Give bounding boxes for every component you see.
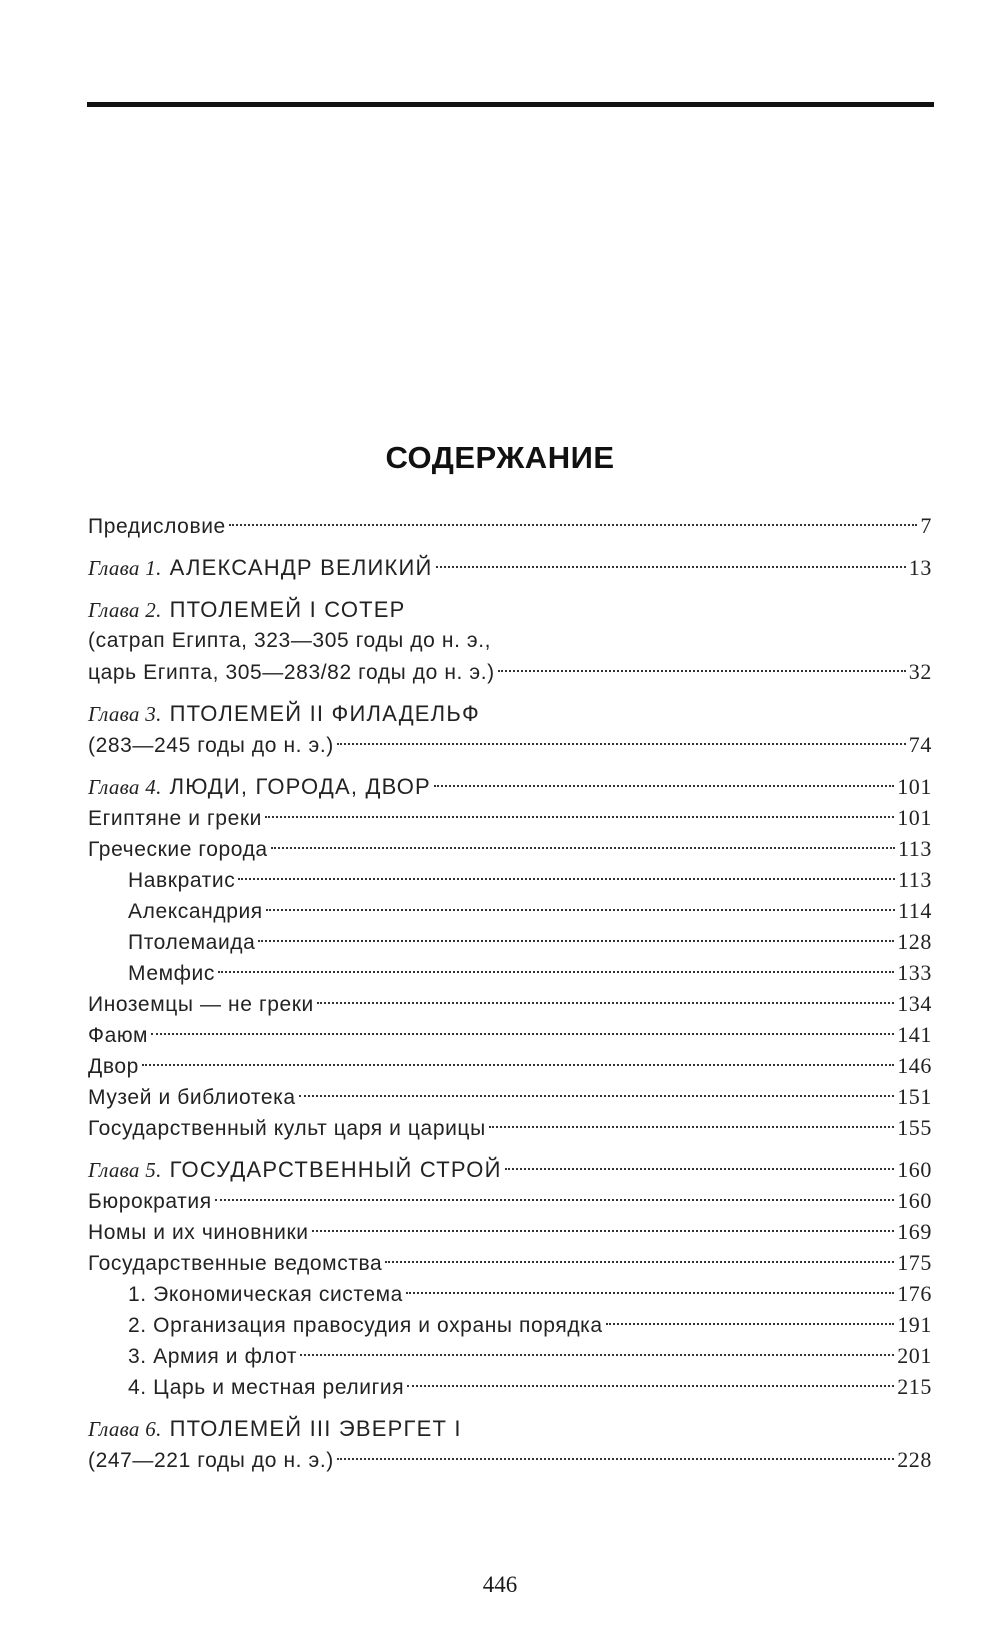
entry-title: Музей и библиотека (88, 1086, 296, 1109)
entry-page-number: 169 (897, 1219, 932, 1244)
top-rule (87, 102, 934, 107)
entry-title: (сатрап Египта, 323—305 годы до н. э., (88, 629, 492, 652)
toc-entry (88, 1340, 932, 1371)
entry-title: Птолемаида (128, 931, 256, 954)
toc-entry (88, 1112, 932, 1143)
entry-title: Египтяне и греки (88, 807, 262, 830)
entry-page-number: 128 (897, 929, 932, 954)
entry-title: Государственный культ царя и царицы (88, 1117, 486, 1140)
toc-group (88, 1413, 932, 1475)
toc-group (88, 594, 932, 687)
chapter-title: ПТОЛЕМЕЙ III ЭВЕРГЕТ I (169, 1416, 462, 1441)
chapter-title: ПТОЛЕМЕЙ I СОТЕР (169, 597, 406, 622)
toc-chapter-line (88, 1413, 932, 1444)
toc-entry (88, 1019, 932, 1050)
dot-leader (299, 1095, 895, 1097)
toc-entry (88, 957, 932, 988)
chapter-number: Глава 6. (88, 1417, 162, 1441)
toc-chapter-line (88, 1154, 932, 1185)
chapter-number: Глава 4. (88, 775, 162, 799)
toc-group (88, 698, 932, 760)
page-title: СОДЕРЖАНИЕ (385, 440, 615, 475)
toc-entry (88, 802, 932, 833)
toc-entry (88, 1185, 932, 1216)
entry-title: царь Египта, 305—283/82 годы до н. э.) (88, 661, 495, 684)
dot-leader (229, 524, 918, 526)
entry-page-number: 160 (897, 1188, 932, 1213)
toc-group (88, 552, 932, 583)
toc-group (88, 771, 932, 1143)
entry-title: Навкратис (128, 869, 236, 892)
dot-leader (407, 1385, 894, 1387)
chapter-title: ГОСУДАРСТВЕННЫЙ СТРОЙ (169, 1157, 502, 1182)
entry-title: (247—221 годы до н. э.) (88, 1449, 334, 1472)
toc-entry (88, 1371, 932, 1402)
entry-page-number: 146 (897, 1053, 932, 1078)
dot-leader (498, 670, 906, 672)
entry-title: 4. Царь и местная религия (128, 1376, 405, 1399)
toc-entry (88, 833, 932, 864)
entry-title: Мемфис (128, 962, 215, 985)
entry-page-number: 151 (897, 1084, 932, 1109)
entry-page-number: 134 (897, 991, 932, 1016)
entry-title: Иноземцы — не греки (88, 993, 314, 1016)
toc-entry (88, 926, 932, 957)
entry-page-number: 114 (898, 898, 932, 923)
toc-entry (88, 1216, 932, 1247)
dot-leader (337, 1458, 894, 1460)
toc-chapter-line (88, 771, 932, 802)
dot-leader (606, 1323, 894, 1325)
toc-chapter-line (88, 594, 932, 625)
toc-entry (88, 1081, 932, 1112)
entry-page-number: 113 (898, 836, 932, 861)
entry-title: (283—245 годы до н. э.) (88, 734, 334, 757)
entry-page-number: 101 (897, 805, 932, 830)
entry-page-number: 13 (908, 555, 932, 580)
chapter-title: АЛЕКСАНДР ВЕЛИКИЙ (169, 555, 433, 580)
entry-page-number: 7 (920, 513, 932, 538)
entry-page-number: 191 (897, 1312, 932, 1337)
toc-group (88, 1154, 932, 1402)
entry-page-number: 133 (897, 960, 932, 985)
entry-page-number: 113 (898, 867, 932, 892)
toc-entry (88, 1278, 932, 1309)
toc-entry (88, 1247, 932, 1278)
dot-leader (238, 878, 895, 880)
dot-leader (215, 1199, 894, 1201)
page-number: 446 (482, 1572, 518, 1597)
toc-entry (88, 1444, 932, 1475)
dot-leader (151, 1033, 894, 1035)
toc-group (88, 510, 932, 541)
entry-page-number: 176 (897, 1281, 932, 1306)
toc-chapter-line (88, 698, 932, 729)
entry-title: 2. Организация правосудия и охраны порядка (128, 1314, 603, 1337)
dot-leader (505, 1168, 895, 1170)
toc-entry (88, 1050, 932, 1081)
entry-title: Двор (88, 1055, 139, 1078)
chapter-number: Глава 5. (88, 1158, 162, 1182)
dot-leader (317, 1002, 894, 1004)
dot-leader (312, 1230, 895, 1232)
dot-leader (434, 785, 894, 787)
toc-entry (88, 510, 932, 541)
entry-page-number: 101 (897, 774, 932, 799)
entry-page-number: 175 (897, 1250, 932, 1275)
toc-entry (88, 895, 932, 926)
toc-entry (88, 1309, 932, 1340)
dot-leader (385, 1261, 894, 1263)
entry-page-number: 201 (897, 1343, 932, 1368)
dot-leader (436, 566, 906, 568)
entry-title: Номы и их чиновники (88, 1221, 309, 1244)
entry-title: 1. Экономическая система (128, 1283, 403, 1306)
dot-leader (489, 1126, 894, 1128)
entry-title: Фаюм (88, 1024, 148, 1047)
entry-title: Александрия (128, 900, 263, 923)
entry-title: Греческие города (88, 838, 268, 861)
dot-leader (271, 847, 895, 849)
dot-leader (218, 971, 894, 973)
dot-leader (300, 1354, 894, 1356)
toc-entry (88, 656, 932, 687)
entry-page-number: 155 (897, 1115, 932, 1140)
toc-chapter-line (88, 552, 932, 583)
entry-title: Бюрократия (88, 1190, 212, 1213)
entry-page-number: 160 (897, 1157, 932, 1182)
entry-page-number: 228 (897, 1447, 932, 1472)
toc-entry (88, 988, 932, 1019)
toc-entry (88, 729, 932, 760)
toc-entry (88, 864, 932, 895)
chapter-number: Глава 3. (88, 702, 162, 726)
chapter-number: Глава 1. (88, 556, 162, 580)
entry-page-number: 74 (908, 732, 932, 757)
chapter-title: ПТОЛЕМЕЙ II ФИЛАДЕЛЬФ (169, 701, 480, 726)
dot-leader (266, 909, 895, 911)
dot-leader (258, 940, 894, 942)
entry-title: Государственные ведомства (88, 1252, 383, 1275)
dot-leader (265, 816, 894, 818)
toc-entry (88, 625, 932, 656)
entry-page-number: 141 (897, 1022, 932, 1047)
entry-title: 3. Армия и флот (128, 1345, 298, 1368)
chapter-number: Глава 2. (88, 598, 162, 622)
dot-leader (337, 743, 906, 745)
entry-title: Предисловие (88, 515, 226, 538)
entry-page-number: 32 (908, 659, 932, 684)
entry-page-number: 215 (897, 1374, 932, 1399)
dot-leader (142, 1064, 894, 1066)
chapter-title: ЛЮДИ, ГОРОДА, ДВОР (169, 774, 431, 799)
dot-leader (406, 1292, 894, 1294)
table-of-contents (88, 510, 932, 1486)
